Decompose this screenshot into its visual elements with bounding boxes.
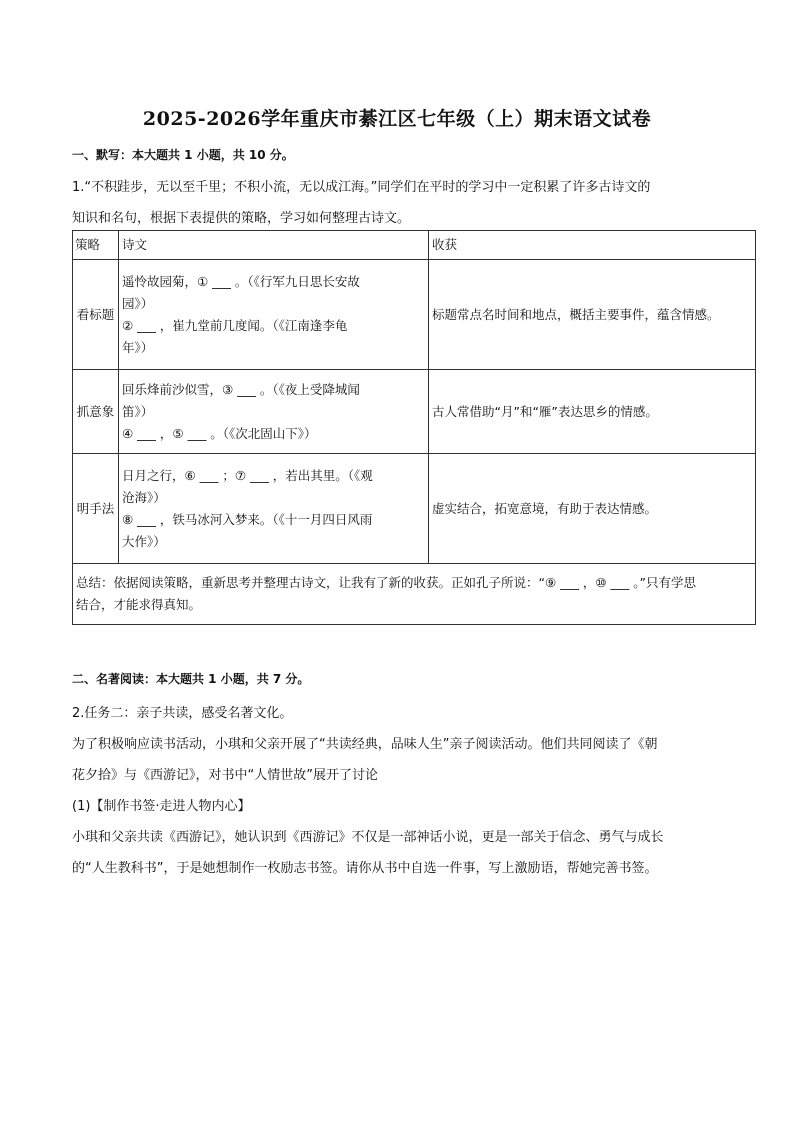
gain-cell: 虚实结合，拓宽意境，有助于表达情感。 xyxy=(429,454,756,564)
question-2-line-3: 花夕拾》与《西游记》，对书中“人情世故”展开了讨论 xyxy=(72,768,378,783)
question-1-line-1: 1.“不积跬步，无以至千里；不积小流，无以成江海。”同学们在平时的学习中一定积累了许多古诗文的 xyxy=(72,180,651,195)
section-1-heading: 一、默写：本大题共 1 小题，共 10 分。 xyxy=(72,148,294,162)
table-header-row xyxy=(73,231,756,260)
strategy-cell: 明手法 xyxy=(73,454,119,564)
poem-line: 遥怜故园菊，① ___ 。（《行军九日思长安故 xyxy=(122,273,360,289)
question-2-subtask-heading: (1)【制作书签·走进人物内心】 xyxy=(72,799,251,814)
poem-line: 园》） xyxy=(122,295,154,311)
header-gain: 收获 xyxy=(429,231,756,260)
table-row xyxy=(73,260,756,370)
question-2-line-2: 为了积极响应读书活动，小琪和父亲开展了“共读经典，品味人生”亲子阅读活动。他们共同阅读了《朝 xyxy=(72,737,658,752)
poem-cell xyxy=(119,260,429,370)
poem-line: 日月之行，⑥ ___ ；⑦ ___ ，若出其里。（《观 xyxy=(122,467,373,483)
poem-line: 回乐烽前沙似雪，③ ___ 。（《夜上受降城闻 xyxy=(122,381,360,397)
header-strategy: 策略 xyxy=(73,231,119,260)
question-1-line-2: 知识和名句，根据下表提供的策略，学习如何整理古诗文。 xyxy=(72,211,411,226)
poem-line: 笛》） xyxy=(122,403,154,419)
summary-cell xyxy=(73,564,756,625)
poem-line: ⑧ ___ ，铁马冰河入梦来。（《十一月四日风雨 xyxy=(122,511,373,527)
table-summary-row xyxy=(73,564,756,625)
summary-line-2: 结合，才能求得真知。 xyxy=(76,597,202,612)
exam-title: 2025-2026学年重庆市綦江区七年级（上）期末语文试卷 xyxy=(142,108,652,130)
question-2-line-1: 2.任务二：亲子共读，感受名著文化。 xyxy=(72,706,293,721)
gain-cell: 古人常借助“月”和“雁”表达思乡的情感。 xyxy=(429,370,756,454)
question-2-line-6: 的“人生教科书”，于是她想制作一枚励志书签。请你从书中自选一件事，写上激励语，帮她完善书签。 xyxy=(72,861,658,876)
question-2-line-5: 小琪和父亲共读《西游记》，她认识到《西游记》不仅是一部神话小说，更是一部关于信念、勇气与成长 xyxy=(72,830,664,845)
summary-line-1: 总结：依据阅读策略，重新思考并整理古诗文，让我有了新的收获。正如孔子所说：“⑨ ___ ，⑩ ___ 。”只有学思 xyxy=(76,575,697,590)
poem-cell xyxy=(119,454,429,564)
poem-cell xyxy=(119,370,429,454)
poem-line: 大作》） xyxy=(122,533,166,549)
table-row xyxy=(73,370,756,454)
poem-line: ② ___ ，崔九堂前几度闻。（《江南逢李龟 xyxy=(122,317,348,333)
header-poem: 诗文 xyxy=(119,231,429,260)
poetry-strategy-table xyxy=(72,230,756,625)
poem-line: 沧海》） xyxy=(122,489,166,505)
gain-cell: 标题常点名时间和地点，概括主要事件，蕴含情感。 xyxy=(429,260,756,370)
strategy-cell: 抓意象 xyxy=(73,370,119,454)
strategy-cell: 看标题 xyxy=(73,260,119,370)
section-2-heading: 二、名著阅读：本大题共 1 小题，共 7 分。 xyxy=(72,672,310,686)
table-row xyxy=(73,454,756,564)
poem-line: ④ ___ ，⑤ ___ 。（《次北固山下》） xyxy=(122,425,317,441)
poem-line: 年》） xyxy=(122,339,154,355)
